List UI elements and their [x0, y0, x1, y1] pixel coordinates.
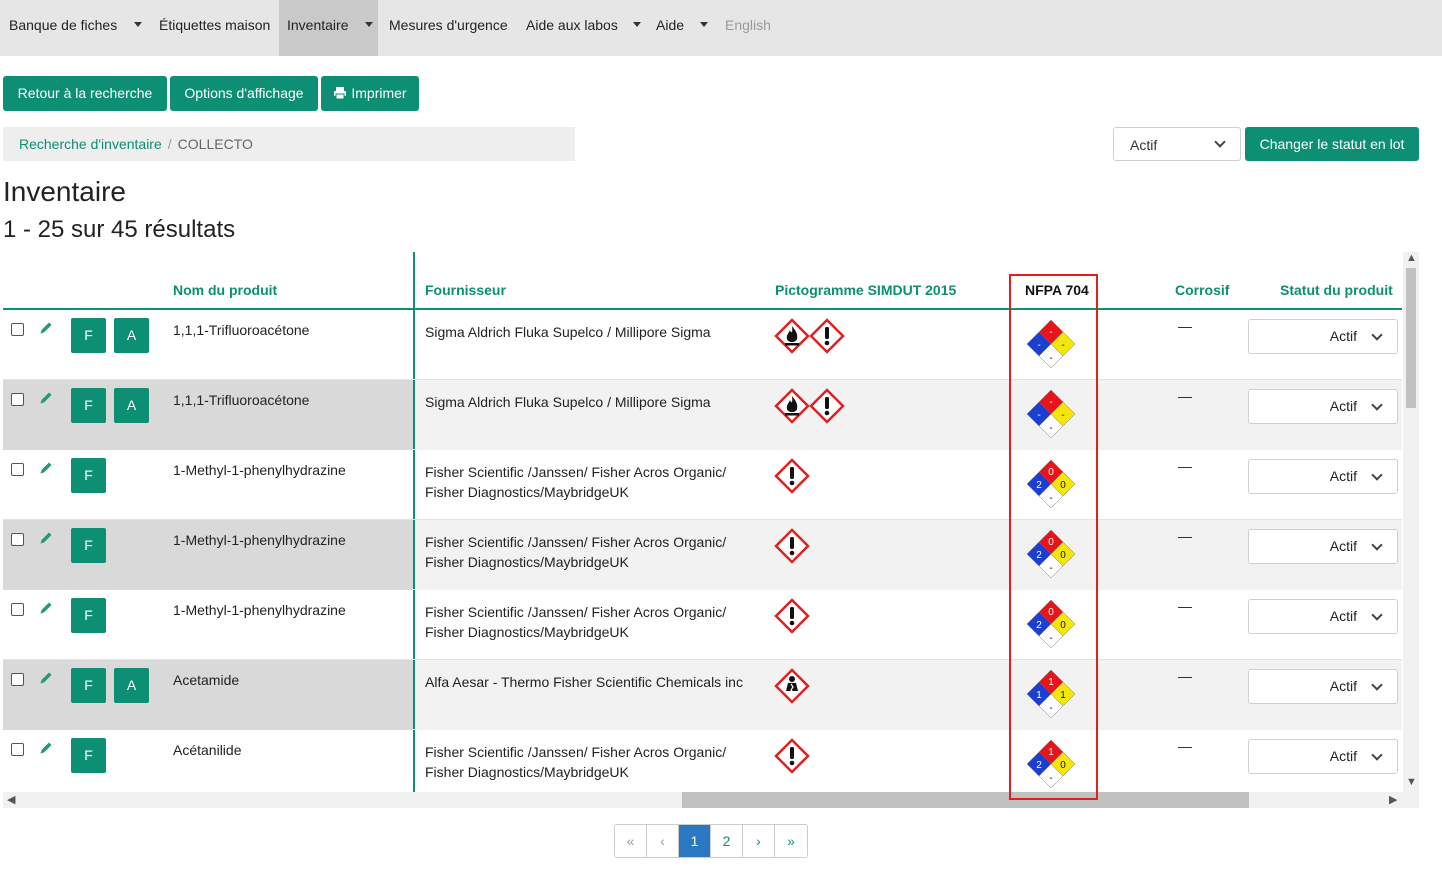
svg-text:-: -	[1049, 633, 1053, 644]
header-supplier[interactable]: Fournisseur	[425, 282, 506, 298]
horizontal-scroll-thumb[interactable]	[682, 792, 1249, 808]
chevron-down-icon	[1371, 749, 1382, 760]
sheet-f-button[interactable]: F	[71, 668, 106, 703]
svg-text:0: 0	[1060, 550, 1066, 561]
inventory-table	[3, 252, 1419, 808]
svg-text:0: 0	[1060, 620, 1066, 631]
row-fixed-cells	[3, 660, 413, 730]
scroll-down-icon[interactable]: ▼	[1406, 776, 1417, 788]
row-fixed-cells	[3, 730, 413, 800]
row-checkbox[interactable]	[11, 393, 24, 406]
product-status-select[interactable]	[1248, 529, 1398, 564]
chevron-down-icon	[1371, 469, 1382, 480]
supplier-line: Fisher Diagnostics/MaybridgeUK	[425, 484, 629, 500]
product-status-value: Actif	[1329, 328, 1357, 344]
product-status-select[interactable]	[1248, 599, 1398, 634]
sheet-a-button[interactable]: A	[114, 388, 149, 423]
breadcrumb-current: COLLECTO	[177, 136, 253, 152]
row-fixed-cells	[3, 520, 413, 590]
svg-text:1: 1	[1060, 690, 1066, 701]
svg-text:-: -	[1049, 493, 1053, 504]
supplier-line: Fisher Scientific /Janssen/ Fisher Acros Organic/	[425, 534, 727, 550]
chevron-down-icon	[1371, 609, 1382, 620]
sheet-f-button[interactable]: F	[71, 738, 106, 773]
print-button[interactable]	[321, 76, 419, 111]
page-first[interactable]: «	[615, 825, 647, 857]
corrosive-value: —	[1178, 598, 1192, 614]
nav-inventaire[interactable]	[279, 0, 378, 56]
product-status-value: Actif	[1329, 468, 1357, 484]
row-fixed-cells	[3, 380, 413, 450]
product-status-value: Actif	[1329, 608, 1357, 624]
svg-text:1: 1	[1036, 690, 1042, 701]
corrosive-value: —	[1178, 528, 1192, 544]
exclamation-icon	[774, 528, 810, 569]
caret-down-icon	[633, 22, 641, 27]
exclamation-icon	[774, 598, 810, 639]
row-checkbox[interactable]	[11, 743, 24, 756]
top-navbar	[0, 0, 1442, 56]
svg-text:0: 0	[1048, 537, 1054, 548]
product-status-value: Actif	[1329, 748, 1357, 764]
supplier-line: Fisher Scientific /Janssen/ Fisher Acros Organic/	[425, 464, 727, 480]
svg-text:2: 2	[1036, 620, 1042, 631]
svg-text:1: 1	[1048, 677, 1054, 688]
svg-text:-: -	[1049, 563, 1053, 574]
supplier-line: Alfa Aesar - Thermo Fisher Scientific Chemicals inc	[425, 674, 743, 690]
nav-mesures-urgence[interactable]	[389, 0, 508, 56]
row-checkbox[interactable]	[11, 533, 24, 546]
corrosive-value: —	[1178, 458, 1192, 474]
product-status-value: Actif	[1329, 678, 1357, 694]
svg-text:0: 0	[1048, 467, 1054, 478]
header-nfpa[interactable]: NFPA 704	[1025, 282, 1089, 298]
svg-text:-: -	[1049, 703, 1053, 714]
table-row	[3, 520, 1402, 590]
nav-label: Étiquettes maison	[159, 17, 271, 33]
nav-banque-de-fiches[interactable]	[0, 0, 155, 56]
vertical-scrollbar[interactable]	[1403, 252, 1419, 792]
supplier-line: Fisher Diagnostics/MaybridgeUK	[425, 554, 629, 570]
sheet-f-button[interactable]: F	[71, 318, 106, 353]
svg-text:-: -	[1061, 410, 1065, 421]
pencil-icon[interactable]	[39, 321, 53, 340]
chevron-down-icon	[1371, 329, 1382, 340]
caret-down-icon	[365, 22, 373, 27]
svg-text:-: -	[1037, 410, 1041, 421]
supplier-line: Fisher Diagnostics/MaybridgeUK	[425, 624, 629, 640]
product-status-select[interactable]	[1248, 739, 1398, 774]
row-checkbox[interactable]	[11, 603, 24, 616]
health-hazard-icon	[774, 668, 810, 709]
supplier-line: Sigma Aldrich Fluka Supelco / Millipore Sigma	[425, 394, 711, 410]
svg-text:2: 2	[1036, 550, 1042, 561]
display-options-button[interactable]: Options d'affichage	[170, 76, 318, 111]
page-1[interactable]: 1	[679, 825, 711, 857]
corrosive-value: —	[1178, 738, 1192, 754]
supplier-line: Sigma Aldrich Fluka Supelco / Millipore Sigma	[425, 324, 711, 340]
header-product-name[interactable]: Nom du produit	[173, 282, 278, 298]
supplier	[425, 742, 765, 782]
svg-text:2: 2	[1036, 760, 1042, 771]
chevron-down-icon	[1371, 539, 1382, 550]
row-fixed-cells	[3, 590, 413, 660]
horizontal-scrollbar[interactable]	[3, 792, 1419, 808]
breadcrumb-separator: /	[167, 136, 172, 152]
pencil-icon[interactable]	[39, 671, 53, 690]
page-2[interactable]: 2	[711, 825, 743, 857]
print-label: Imprimer	[351, 85, 407, 101]
pencil-icon[interactable]	[39, 391, 53, 410]
supplier-line: Fisher Scientific /Janssen/ Fisher Acros Organic/	[425, 744, 727, 760]
page-next[interactable]: ›	[743, 825, 775, 857]
pagination	[614, 824, 808, 858]
nav-aide[interactable]	[656, 0, 712, 56]
product-name[interactable]: 1,1,1-Trifluoroacétone	[173, 392, 310, 408]
nfpa-column-highlight	[1009, 274, 1098, 800]
nav-label: Aide	[656, 17, 685, 33]
flame-icon	[774, 318, 810, 359]
svg-text:-: -	[1061, 340, 1065, 351]
nav-etiquettes-maison[interactable]	[159, 0, 270, 56]
sheet-f-button[interactable]: F	[71, 388, 106, 423]
exclamation-icon	[809, 388, 845, 429]
svg-text:0: 0	[1060, 760, 1066, 771]
supplier-line: Fisher Scientific /Janssen/ Fisher Acros Organic/	[425, 604, 727, 620]
breadcrumb-link-inventory-search[interactable]: Recherche d'inventaire	[19, 136, 162, 152]
nav-label: Inventaire	[287, 17, 349, 33]
page-last[interactable]: »	[775, 825, 807, 857]
nav-label: Banque de fiches	[9, 17, 118, 33]
chevron-down-icon	[1371, 399, 1382, 410]
svg-text:-: -	[1049, 397, 1053, 408]
nav-label: English	[725, 17, 771, 33]
nav-english[interactable]	[725, 0, 771, 56]
bulk-status-change-button[interactable]: Changer le statut en lot	[1245, 127, 1419, 161]
scroll-right-icon[interactable]: ▶	[1389, 794, 1398, 806]
header-corrosive[interactable]: Corrosif	[1175, 282, 1230, 298]
product-status-select[interactable]	[1248, 319, 1398, 354]
table-row	[3, 380, 1402, 450]
supplier	[425, 392, 765, 412]
nav-label: Aide aux labos	[526, 17, 618, 33]
flame-icon	[774, 388, 810, 429]
table-row	[3, 590, 1402, 660]
breadcrumb	[3, 127, 575, 161]
chevron-down-icon	[1214, 136, 1225, 147]
svg-text:-: -	[1049, 773, 1053, 784]
supplier-line: Fisher Diagnostics/MaybridgeUK	[425, 764, 629, 780]
caret-down-icon	[700, 22, 708, 27]
svg-text:-: -	[1049, 353, 1053, 364]
caret-down-icon	[134, 22, 142, 27]
scroll-up-icon[interactable]: ▲	[1406, 252, 1417, 264]
supplier	[425, 532, 765, 572]
svg-text:0: 0	[1060, 480, 1066, 491]
pencil-icon[interactable]	[39, 531, 53, 550]
row-checkbox[interactable]	[11, 673, 24, 686]
product-status-select[interactable]	[1248, 459, 1398, 494]
scroll-left-icon[interactable]: ◀	[7, 794, 16, 806]
page-title: Inventaire	[3, 176, 126, 207]
chevron-down-icon	[1371, 679, 1382, 690]
row-checkbox[interactable]	[11, 463, 24, 476]
nav-aide-aux-labos[interactable]	[526, 0, 644, 56]
svg-text:-: -	[1049, 327, 1053, 338]
product-status-select[interactable]	[1248, 389, 1398, 424]
vertical-scroll-thumb[interactable]	[1406, 268, 1416, 408]
svg-text:-: -	[1049, 423, 1053, 434]
supplier	[425, 322, 765, 342]
corrosive-value: —	[1178, 668, 1192, 684]
status-filter-select[interactable]	[1113, 127, 1241, 161]
page-prev[interactable]: ‹	[647, 825, 679, 857]
product-name[interactable]: Acetamide	[173, 672, 240, 688]
corrosive-value: —	[1178, 318, 1192, 334]
header-pictogram[interactable]: Pictogramme SIMDUT 2015	[775, 282, 957, 298]
row-scroll-cells	[415, 380, 1402, 450]
table-row	[3, 730, 1402, 800]
product-status-select[interactable]	[1248, 669, 1398, 704]
product-name[interactable]: 1-Methyl-1-phenylhydrazine	[173, 462, 346, 478]
svg-text:0: 0	[1048, 607, 1054, 618]
row-fixed-cells	[3, 450, 413, 520]
product-name[interactable]: Acétanilide	[173, 742, 242, 758]
svg-text:2: 2	[1036, 480, 1042, 491]
supplier	[425, 602, 765, 642]
sheet-f-button[interactable]: F	[71, 458, 106, 493]
header-status[interactable]: Statut du produit	[1280, 282, 1393, 298]
corrosive-value: —	[1178, 388, 1192, 404]
sheet-a-button[interactable]: A	[114, 318, 149, 353]
svg-text:1: 1	[1048, 747, 1054, 758]
product-status-value: Actif	[1329, 538, 1357, 554]
table-row	[3, 310, 1402, 380]
row-scroll-cells	[415, 310, 1402, 380]
table-row	[3, 450, 1402, 520]
pencil-icon[interactable]	[39, 601, 53, 620]
results-count: 1 - 25 sur 45 résultats	[3, 216, 236, 243]
status-filter-value: Actif	[1130, 137, 1158, 153]
product-name[interactable]: 1-Methyl-1-phenylhydrazine	[173, 532, 346, 548]
svg-text:-: -	[1037, 340, 1041, 351]
back-to-search-button[interactable]: Retour à la recherche	[3, 76, 167, 111]
product-name[interactable]: 1-Methyl-1-phenylhydrazine	[173, 602, 346, 618]
row-scroll-cells	[415, 730, 1402, 800]
exclamation-icon	[809, 318, 845, 359]
sheet-a-button[interactable]: A	[114, 668, 149, 703]
exclamation-icon	[774, 738, 810, 779]
row-scroll-cells	[415, 520, 1402, 590]
exclamation-icon	[774, 458, 810, 499]
row-scroll-cells	[415, 590, 1402, 660]
row-scroll-cells	[415, 660, 1402, 730]
nav-label: Mesures d'urgence	[389, 17, 508, 33]
row-checkbox[interactable]	[11, 323, 24, 336]
supplier	[425, 462, 765, 502]
sheet-f-button[interactable]: F	[71, 598, 106, 633]
product-status-value: Actif	[1329, 398, 1357, 414]
pencil-icon[interactable]	[39, 461, 53, 480]
sheet-f-button[interactable]: F	[71, 528, 106, 563]
row-fixed-cells	[3, 310, 413, 380]
table-row	[3, 660, 1402, 730]
supplier	[425, 672, 765, 692]
row-scroll-cells	[415, 450, 1402, 520]
product-name[interactable]: 1,1,1-Trifluoroacétone	[173, 322, 310, 338]
printer-icon	[333, 86, 347, 100]
pencil-icon[interactable]	[39, 741, 53, 760]
